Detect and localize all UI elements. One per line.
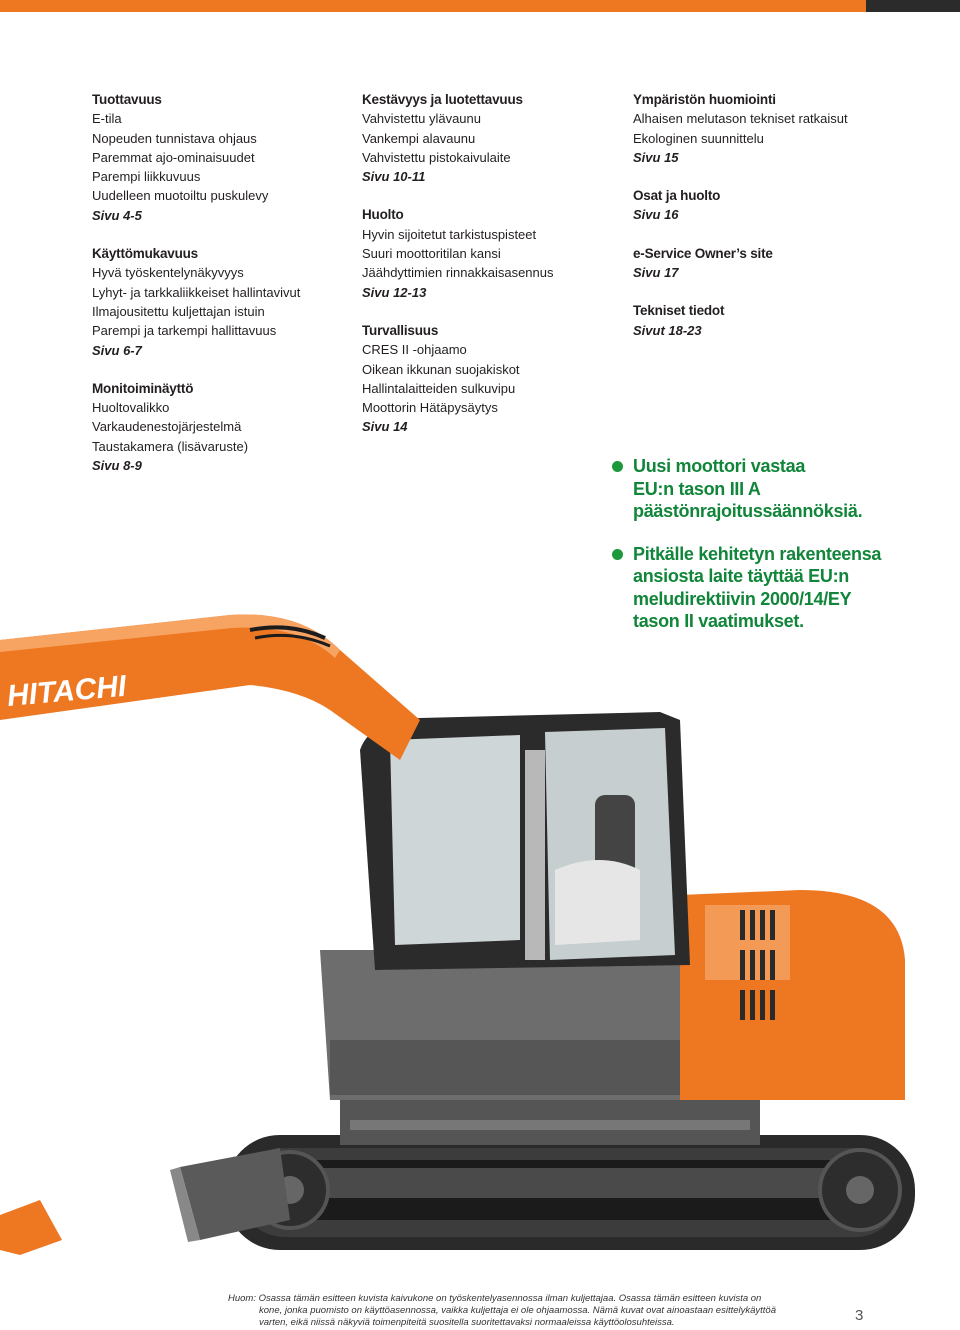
section-heading: Kestävyys ja luotettavuus xyxy=(362,92,523,107)
toc-section xyxy=(92,244,342,360)
section-item: Taustakamera (lisävaruste) xyxy=(92,438,249,454)
top-color-bar xyxy=(0,0,960,12)
footnote xyxy=(228,1293,828,1329)
top-bar-orange xyxy=(0,0,866,12)
section-heading: Turvallisuus xyxy=(362,322,439,338)
section-item: Huoltovalikko xyxy=(92,400,170,416)
toc-section xyxy=(362,321,612,437)
section-heading: Tekniset tiedot xyxy=(633,303,725,319)
green-bullet-icon xyxy=(612,461,623,472)
section-item: Paremmat ajo-ominaisuudet xyxy=(92,149,255,165)
toc-section xyxy=(633,301,933,340)
engine-hood xyxy=(680,890,905,1100)
section-heading: Monitoiminäyttö xyxy=(92,380,194,396)
page-reference: Sivu 15 xyxy=(633,149,679,165)
section-heading: Huolto xyxy=(362,207,404,223)
section-item: Parempi liikkuvuus xyxy=(92,169,201,185)
toc-section xyxy=(92,90,342,225)
section-item: E-tila xyxy=(92,111,122,127)
toc-column-2 xyxy=(362,90,612,456)
page-reference: Sivu 8-9 xyxy=(92,458,142,474)
section-item: Oikean ikkunan suojakiskot xyxy=(362,361,520,377)
footnote-line: kone, jonka puomisto on käyttöasennossa, vaikka kuljettaja ei ole ohjaamossa. Nämä kuvat ovat ainoastaan esittelykäyttöä xyxy=(259,1305,776,1316)
page-reference: Sivu 14 xyxy=(362,419,408,435)
operator-cab xyxy=(360,712,690,970)
toc-section xyxy=(362,90,612,186)
highlight-line: tason II vaatimukset. xyxy=(633,611,804,631)
section-heading: e-Service Owner’s site xyxy=(633,245,773,261)
section-item: Nopeuden tunnistava ohjaus xyxy=(92,130,257,146)
excavator-boom xyxy=(0,614,420,760)
section-item: Hyvä työskentelynäkyvyys xyxy=(92,265,244,281)
section-heading: Käyttömukavuus xyxy=(92,246,198,262)
section-item: Vahvistettu pistokaivulaite xyxy=(362,149,511,165)
brand-logo: HITACHI xyxy=(5,669,128,713)
section-item: Vahvistettu ylävaunu xyxy=(362,111,481,127)
highlight-item xyxy=(612,455,932,523)
page-reference: Sivu 6-7 xyxy=(92,342,142,358)
section-item: Uudelleen muotoiltu puskulevy xyxy=(92,188,269,204)
page-reference: Sivut 18-23 xyxy=(633,322,702,338)
toc-section xyxy=(92,379,342,475)
highlight-line: Uusi moottori vastaa xyxy=(633,456,806,476)
section-item: Ekologinen suunnittelu xyxy=(633,130,764,146)
section-item: Alhaisen melutason tekniset ratkaisut xyxy=(633,111,848,127)
page-reference: Sivu 17 xyxy=(633,265,679,281)
bucket-fragment xyxy=(0,1200,62,1255)
section-item: Hallintalaitteiden sulkuvipu xyxy=(362,380,516,396)
section-item: Ilmajousitettu kuljettajan istuin xyxy=(92,303,265,319)
track-assembly xyxy=(225,1135,915,1250)
section-heading: Osat ja huolto xyxy=(633,188,721,204)
excavator-image xyxy=(0,600,960,1280)
page-reference: Sivu 4-5 xyxy=(92,207,142,223)
green-bullet-icon xyxy=(612,549,623,560)
section-item: Jäähdyttimien rinnakkaisasennus xyxy=(362,265,554,281)
page-reference: Sivu 10-11 xyxy=(362,169,426,185)
section-item: Vankempi alavaunu xyxy=(362,130,476,146)
section-item: Varkaudenestojärjestelmä xyxy=(92,419,242,435)
top-bar-dark xyxy=(866,0,960,12)
toc-column-3 xyxy=(633,90,933,359)
toc-column-1 xyxy=(92,90,342,494)
toc-section xyxy=(633,244,933,283)
highlight-line: EU:n tason III A xyxy=(633,478,761,499)
highlight-line: meludirektiivin 2000/14/EY xyxy=(633,588,852,609)
toc-section xyxy=(633,186,933,225)
footnote-line: Huom: Osassa tämän esitteen kuvista kaivukone on työskentelyasennossa ilman kuljettajaa. Osassa tämän esitteen kuvista on xyxy=(228,1293,762,1304)
footnote-line: varten, eikä niissä näkyviä toimenpiteitä suositella suoritettavaksi normaaleissa käyttöolosuhteissa. xyxy=(259,1317,675,1328)
section-item: Lyhyt- ja tarkkaliikkeiset hallintavivut xyxy=(92,284,301,300)
section-item: CRES II -ohjaamo xyxy=(362,342,467,358)
page-reference: Sivu 12-13 xyxy=(362,284,427,300)
section-item: Parempi ja tarkempi hallittavuus xyxy=(92,323,277,339)
highlight-line: päästönrajoitussäännöksiä. xyxy=(633,501,863,521)
section-item: Hyvin sijoitetut tarkistuspisteet xyxy=(362,226,537,242)
page-number: 3 xyxy=(855,1307,864,1324)
toc-section xyxy=(362,205,612,301)
highlight-line: ansiosta laite täyttää EU:n xyxy=(633,566,849,586)
body-lower-panel xyxy=(330,1040,690,1095)
section-heading: Tuottavuus xyxy=(92,92,162,107)
section-heading: Ympäristön huomiointi xyxy=(633,92,776,107)
frame-rail xyxy=(350,1120,750,1130)
section-item: Suuri moottoritilan kansi xyxy=(362,246,501,262)
highlight-line: Pitkälle kehitetyn rakenteensa xyxy=(633,543,882,564)
toc-section xyxy=(633,90,933,167)
section-item: Moottorin Hätäpysäytys xyxy=(362,400,498,416)
page-reference: Sivu 16 xyxy=(633,207,679,223)
